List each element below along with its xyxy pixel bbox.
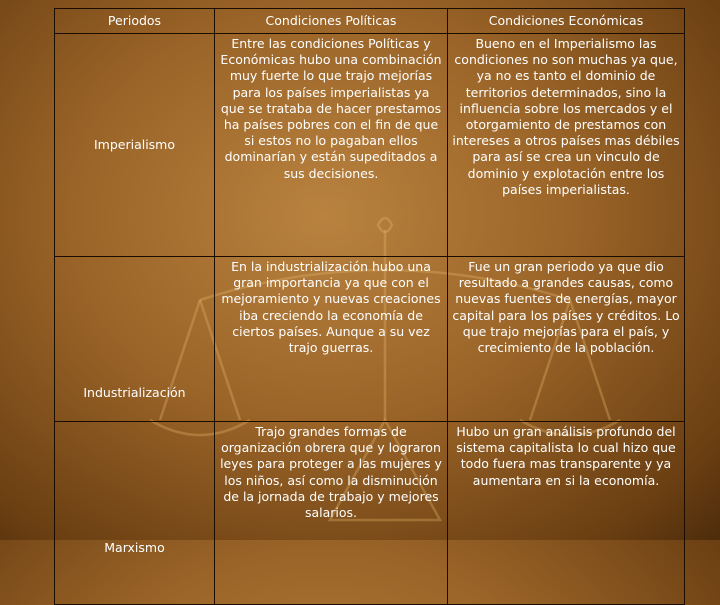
cell-politicas-industrializacion: En la industrialización hubo una gran importancia ya que con el mejoramiento y nuevas creaciones iba creciendo la economía de ciertos países. Aunque a su vez trajo guerras. [215, 257, 448, 422]
table-row [55, 34, 685, 257]
period-industrializacion: Industrialización [55, 257, 215, 422]
header-condiciones-economicas: Condiciones Económicas [448, 9, 685, 34]
table-row [55, 257, 685, 422]
cell-politicas-imperialismo: Entre las condiciones Políticas y Económicas hubo una combinación muy fuerte lo que trajo mejorías para los países imperialistas ya que se trataba de hacer prestamos ha países pobres con el fin de que si estos no lo pagaban ellos dominarían y están supeditados a sus decisiones. [215, 34, 448, 257]
table-row [55, 422, 685, 605]
cell-economicas-industrializacion: Fue un gran periodo ya que dio resultado a grandes causas, como nuevas fuentes de energías, mayor capital para los países y créditos. Lo que trajo mejorías para el país, y crecimiento de la población. [448, 257, 685, 422]
header-condiciones-politicas: Condiciones Políticas [215, 9, 448, 34]
header-periodos: Periodos [55, 9, 215, 34]
cell-economicas-marxismo: Hubo un gran análisis profundo del sistema capitalista lo cual hizo que todo fuera mas transparente y ya aumentara en si la economía. [448, 422, 685, 605]
periods-table [54, 8, 685, 605]
period-imperialismo: Imperialismo [55, 34, 215, 257]
period-marxismo: Marxismo [55, 422, 215, 605]
cell-politicas-marxismo: Trajo grandes formas de organización obrera que y lograron leyes para proteger a las mujeres y los niños, así como la disminución de la jornada de trabajo y mejores salarios. [215, 422, 448, 605]
table-header-row [55, 9, 685, 34]
cell-economicas-imperialismo: Bueno en el Imperialismo las condiciones no son muchas ya que, ya no es tanto el dominio de territorios determinados, sino la influencia sobre los mercados y el otorgamiento de prestamos con intereses a otros países mas débiles para así se crea un vinculo de dominio y explotación entre los países imperialistas. [448, 34, 685, 257]
